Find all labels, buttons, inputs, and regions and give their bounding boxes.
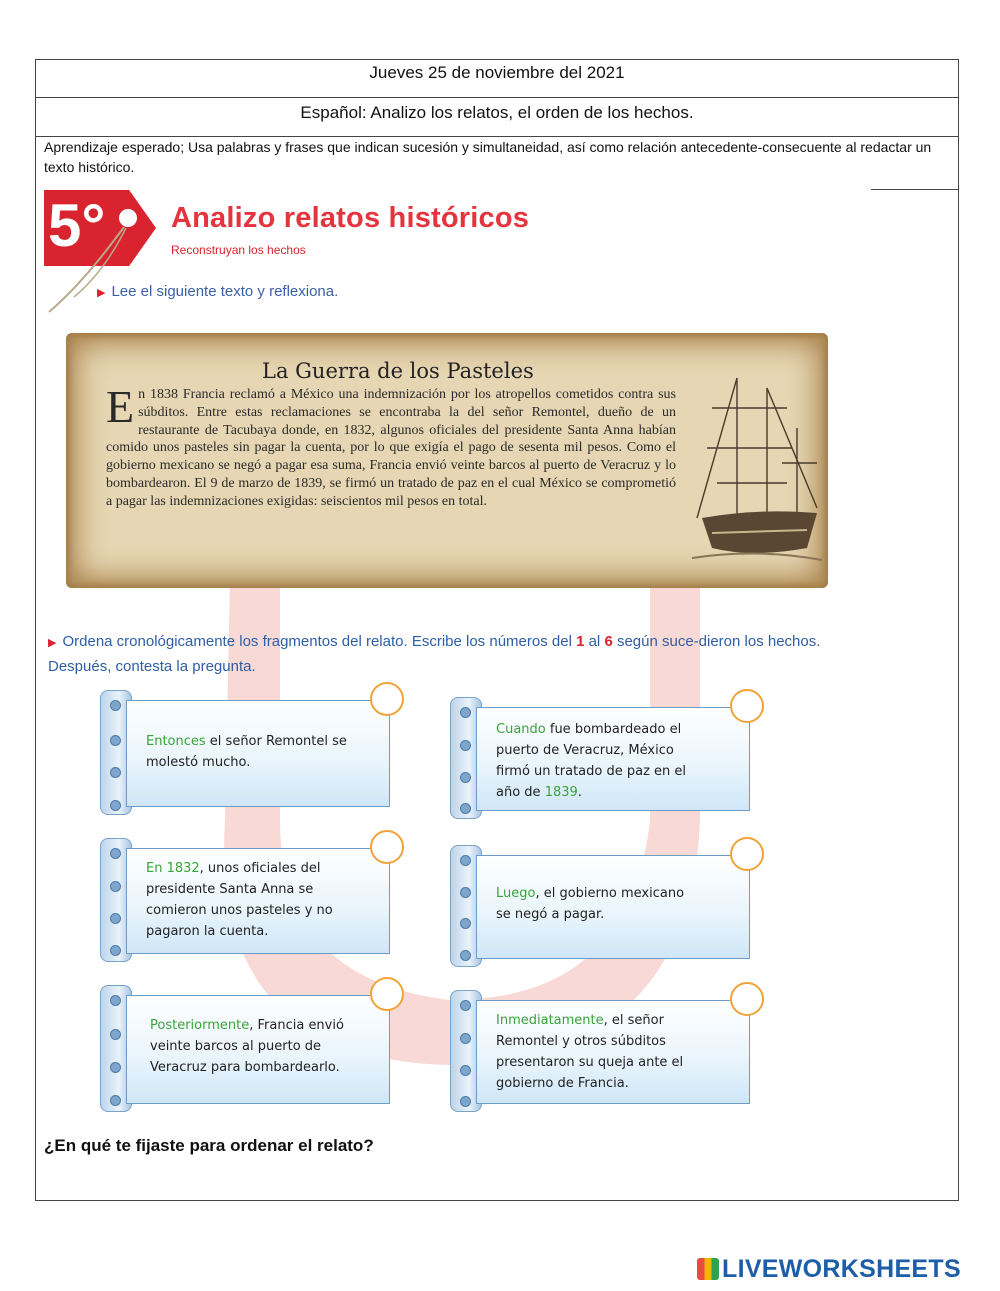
number-six: 6 — [604, 633, 613, 650]
reading-instruction — [97, 283, 338, 300]
ring-dot-icon — [460, 950, 471, 961]
divider-gap — [36, 188, 871, 191]
grade-number: 5° — [48, 192, 106, 259]
card-text — [496, 719, 686, 803]
ring-dot-icon — [110, 767, 121, 778]
ring-dot-icon — [460, 855, 471, 866]
learning-goal-text: Aprendizaje esperado; Usa palabras y frases que indican sucesión y simultaneidad, así como relación antecedente-consecuente al redactar un texto histórico. — [44, 139, 932, 175]
fragment-card-1 — [100, 690, 390, 815]
ring-dot-icon — [110, 881, 121, 892]
card-line: . — [577, 785, 582, 800]
ring-dot-icon — [110, 1095, 121, 1106]
ring-dot-icon — [110, 913, 121, 924]
card-line: pagaron la cuenta. — [146, 924, 269, 939]
reading-dropcap: E — [106, 381, 135, 432]
ring-dot-icon — [460, 740, 471, 751]
subject-text: Español: Analizo los relatos, el orden de los hechos. — [300, 103, 694, 122]
card-line: año de — [496, 785, 545, 800]
card-keyword: Luego — [496, 886, 536, 901]
reading-title: La Guerra de los Pasteles — [262, 359, 534, 383]
learning-goal-row — [36, 137, 958, 189]
ring-dot-icon — [460, 1033, 471, 1044]
card-text — [496, 883, 684, 925]
card-text — [146, 731, 347, 773]
triangle-arrow-icon: ▶ — [48, 637, 57, 649]
lesson-title: Analizo relatos históricos — [171, 202, 530, 234]
card-line: presentaron su queja ante el — [496, 1055, 684, 1070]
liveworksheets-brand — [697, 1255, 961, 1284]
ring-dot-icon — [460, 772, 471, 783]
card-line: Veracruz para bombardearlo. — [150, 1060, 340, 1075]
ring-dot-icon — [460, 803, 471, 814]
card-line: gobierno de Francia. — [496, 1076, 629, 1091]
lesson-subtitle: Reconstruyan los hechos — [171, 243, 306, 257]
ship-illustration-icon — [692, 368, 822, 568]
card-keyword: Entonces — [146, 734, 206, 749]
ring-dot-icon — [460, 887, 471, 898]
card-keyword: En 1832 — [146, 861, 200, 876]
card-text — [496, 1010, 683, 1094]
card-line: firmó un tratado de paz en el — [496, 764, 687, 779]
activity-instruction — [48, 630, 828, 678]
reflection-question: ¿En qué te fijaste para ordenar el relato? — [44, 1136, 374, 1155]
card-line: veinte barcos al puerto de — [150, 1039, 322, 1054]
card-line: , el señor — [603, 1013, 664, 1028]
card-line: el señor Remontel se — [205, 734, 347, 749]
card-text — [146, 858, 333, 942]
card-line: se negó a pagar. — [496, 907, 605, 922]
answer-circle-input[interactable] — [730, 689, 764, 723]
card-line: comieron unos pasteles y no — [146, 903, 333, 918]
card-keyword: Posteriormente — [150, 1018, 250, 1033]
ring-dot-icon — [460, 1065, 471, 1076]
fragment-card-3 — [100, 838, 390, 962]
answer-circle-input[interactable] — [370, 977, 404, 1011]
tag-string-icon — [44, 222, 144, 317]
ring-dot-icon — [110, 1029, 121, 1040]
card-keyword: Cuando — [496, 722, 546, 737]
ring-dot-icon — [460, 707, 471, 718]
card-line: molestó mucho. — [146, 755, 251, 770]
reading-body: n 1838 Francia reclamó a México una indemnización por los atropellos cometidos contra sus súbditos. Entre estas reclamaciones se encontraba la del señor Remontel, dueño de un restaurante de Tacubaya donde, en 1832, algunos oficiales del presidente Santa Anna habían comido unos pasteles sin pagar la cuenta, por lo que exigía el pago de sesenta mil pesos. Como el gobierno mexicano se negó a pagar esa suma, Francia envió veinte barcos al puerto de Veracruz y lo bombardearon. El 9 de marzo de 1839, se firmó un tratado de paz en el cual México se comprometió a pagar las indemnizaciones exigidas: seiscientos mil pesos en total. — [106, 387, 676, 509]
card-line: puerto de Veracruz, México — [496, 743, 674, 758]
date-text: Jueves 25 de noviembre del 2021 — [369, 63, 625, 82]
answer-circle-input[interactable] — [730, 837, 764, 871]
liveworksheets-logo-icon — [697, 1258, 719, 1280]
card-keyword: Inmediatamente — [496, 1013, 604, 1028]
triangle-arrow-icon: ▶ — [97, 287, 106, 299]
ring-dot-icon — [110, 1062, 121, 1073]
fragment-card-2 — [450, 697, 750, 819]
ring-dot-icon — [110, 800, 121, 811]
card-line: , Francia envió — [249, 1018, 344, 1033]
card-line: , unos oficiales del — [199, 861, 321, 876]
ring-dot-icon — [110, 848, 121, 859]
fragment-card-4 — [450, 845, 750, 967]
ring-dot-icon — [110, 700, 121, 711]
ring-dot-icon — [460, 1096, 471, 1107]
fragment-card-6 — [450, 990, 750, 1112]
card-year: 1839 — [544, 785, 578, 800]
activity-instruction-c: según suce-dieron los hechos. Después, contesta la pregunta. — [48, 633, 821, 675]
reading-text — [106, 381, 676, 511]
ring-dot-icon — [460, 918, 471, 929]
ring-dot-icon — [110, 995, 121, 1006]
ring-dot-icon — [110, 945, 121, 956]
ring-dot-icon — [110, 735, 121, 746]
card-text — [150, 1015, 344, 1078]
answer-circle-input[interactable] — [370, 830, 404, 864]
date-row — [36, 60, 958, 98]
activity-instruction-a: Ordena cronológicamente los fragmentos del relato. Escribe los números del — [62, 633, 577, 650]
answer-circle-input[interactable] — [730, 982, 764, 1016]
brand-text: LIVEWORKSHEETS — [722, 1255, 961, 1283]
card-line: , el gobierno mexicano — [535, 886, 685, 901]
ring-dot-icon — [460, 1000, 471, 1011]
fragment-card-5 — [100, 985, 390, 1112]
answer-circle-input[interactable] — [370, 682, 404, 716]
card-line: Remontel y otros súbditos — [496, 1034, 666, 1049]
reading-instruction-text: Lee el siguiente texto y reflexiona. — [111, 283, 339, 300]
card-line: presidente Santa Anna se — [146, 882, 314, 897]
number-one: 1 — [576, 633, 585, 650]
activity-instruction-b: al — [584, 633, 605, 650]
subject-row — [36, 98, 958, 137]
card-line: fue bombardeado el — [545, 722, 682, 737]
